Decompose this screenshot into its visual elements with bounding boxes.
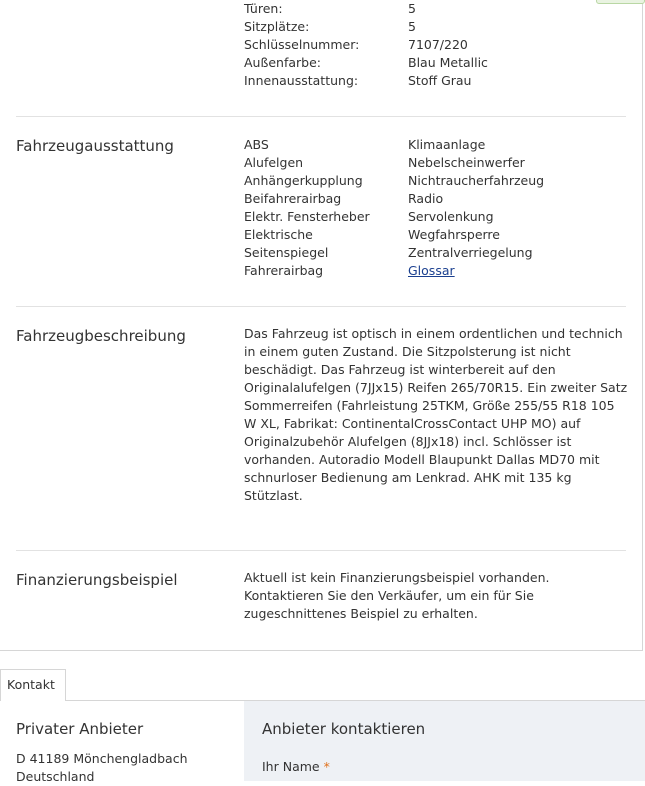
equipment-item: Nichtraucherfahrzeug — [408, 173, 545, 188]
financing-text: Aktuell ist kein Finanzierungsbeispiel vorhanden. Kontaktieren Sie den Verkäufer, um ein für Sie zugeschnittenes Beispiel zu erhalten. — [244, 570, 550, 621]
detail-row — [244, 0, 624, 18]
equipment-row — [244, 244, 624, 262]
section-divider — [16, 550, 626, 551]
name-label-text: Ihr Name — [262, 759, 320, 774]
detail-row — [244, 18, 624, 36]
description-heading: Fahrzeugbeschreibung — [16, 327, 186, 345]
equipment-item: Alufelgen — [244, 155, 304, 170]
detail-row — [244, 54, 624, 72]
detail-value: 7107/220 — [408, 37, 468, 52]
equipment-item: Nebelscheinwerfer — [408, 155, 525, 170]
equipment-item: Servolenkung — [408, 209, 494, 224]
contact-form-title: Anbieter kontaktieren — [262, 720, 426, 738]
equipment-item: Fahrerairbag — [244, 263, 324, 278]
equipment-item: Elektrische — [244, 227, 313, 242]
equipment-row — [244, 226, 624, 244]
detail-label: Schlüsselnummer: — [244, 37, 360, 52]
glossary-link[interactable]: Glossar — [408, 263, 455, 278]
equipment-heading: Fahrzeugausstattung — [16, 137, 174, 155]
equipment-row — [244, 136, 624, 154]
detail-label: Türen: — [244, 1, 283, 16]
section-divider — [16, 306, 626, 307]
equipment-item: Elektr. Fensterheber — [244, 209, 370, 224]
financing-heading: Finanzierungsbeispiel — [16, 571, 178, 589]
equipment-row — [244, 154, 624, 172]
equipment-item: Seitenspiegel — [244, 245, 329, 260]
equipment-row — [244, 172, 624, 190]
detail-value: Stoff Grau — [408, 73, 472, 88]
tab-contact[interactable]: Kontakt — [0, 669, 66, 701]
equipment-item: Beifahrerairbag — [244, 191, 342, 206]
detail-row — [244, 36, 624, 54]
detail-label: Innenausstattung: — [244, 73, 359, 88]
equipment-item: ABS — [244, 137, 269, 152]
equipment-item: Radio — [408, 191, 444, 206]
seller-address: D 41189 Mönchengladbach — [16, 751, 188, 766]
seller-title: Privater Anbieter — [16, 720, 144, 738]
equipment-list — [244, 136, 624, 280]
name-field-label — [262, 759, 330, 774]
contact-form-panel — [244, 701, 645, 781]
required-mark: * — [323, 759, 330, 774]
equipment-row — [244, 190, 624, 208]
detail-row — [244, 72, 624, 90]
description-text: Das Fahrzeug ist optisch in einem ordentlichen und technich in einem guten Zustand. Die Sitzpolsterung ist nicht beschädigt. Das Fahrzeug ist winterbereit auf den Originalalufelgen (7JJx15) Reifen 265/70R15. Ein zweiter Satz Sommerreifen (Fahrleistung 25TKM, Größe 255/55 R18 105 W XL, Fabrikat: ContinentalCrossContact UHP MO) auf Originalzubehör Alufelgen (8JJx18) incl. Schlösser ist vorhanden. Autoradio Modell Blaupunkt Dallas MD70 mit schnurloser Bedienung am Lenkrad. AHK mit 135 kg Stützlast. — [244, 326, 628, 503]
section-divider — [16, 116, 626, 117]
equipment-row — [244, 262, 624, 280]
equipment-item: Wegfahrsperre — [408, 227, 500, 242]
detail-value: 5 — [408, 1, 416, 16]
equipment-item: Zentralverriegelung — [408, 245, 533, 260]
detail-label: Sitzplätze: — [244, 19, 310, 34]
seller-country: Deutschland — [16, 769, 95, 784]
equipment-item: Klimaanlage — [408, 137, 486, 152]
detail-value: 5 — [408, 19, 416, 34]
detail-label: Außenfarbe: — [244, 55, 321, 70]
detail-value: Blau Metallic — [408, 55, 488, 70]
equipment-row — [244, 208, 624, 226]
equipment-item: Anhängerkupplung — [244, 173, 363, 188]
vehicle-details-list — [244, 0, 624, 90]
